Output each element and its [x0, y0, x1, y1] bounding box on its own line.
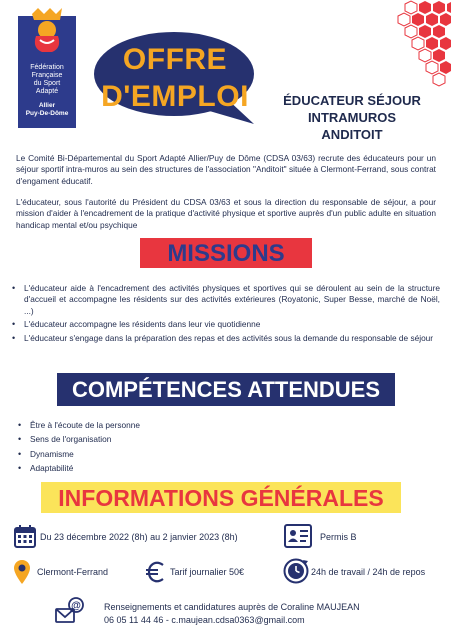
id-card-icon: [284, 524, 312, 548]
info-dates: Du 23 décembre 2022 (8h) au 2 janvier 2023 (8h): [40, 532, 238, 542]
competences-item: • Être à l'écoute de la personne: [18, 420, 318, 431]
logo-dept-1: Allier: [38, 102, 56, 109]
calendar-icon: [14, 524, 36, 548]
job-title-line-1: ÉDUCATEUR SÉJOUR: [283, 93, 421, 108]
hexagon-pattern: [381, 0, 451, 95]
competences-item: • Adaptabilité: [18, 463, 318, 474]
intro-paragraph-1: Le Comité Bi-Départemental du Sport Adapté Allier/Puy de Dôme (CDSA 03/63) recrute des éducateurs pour un séjour sportif intra-muros au sein des structures de l'association "Anditoit" située à Clermont-Ferrand, sous contrat d'engament éducatif.: [16, 153, 436, 186]
missions-item: • L'éducateur aide à l'encadrement des activités physiques et sportives qui se déroulent au sein de la structure d'accueil et accompagne les résidents sur des activités extérieures (Royatonic, Super Besse, marché de Noël, ...): [12, 283, 440, 317]
info-tarif: Tarif journalier 50€: [170, 567, 245, 577]
euro-icon: [146, 561, 166, 583]
offre-title-line-2: D'EMPLOI: [101, 80, 249, 113]
informations-title: INFORMATIONS GÉNÉRALES: [58, 485, 384, 511]
logo-dept-2: Puy-De-Dôme: [25, 110, 69, 117]
contact-icon: [54, 595, 86, 627]
clock-24h-icon: [283, 558, 309, 584]
svg-text:@: @: [71, 600, 81, 612]
missions-title: MISSIONS: [167, 240, 285, 267]
job-title-line-2: INTRAMUROS: [307, 110, 397, 125]
competences-list: [18, 420, 318, 475]
missions-item: • L'éducateur accompagne les résidents dans leur vie quotidienne: [12, 319, 440, 330]
logo-crown-figure: [22, 6, 72, 56]
logo-line-1: Fédération: [30, 64, 64, 71]
competences-item: • Dynamisme: [18, 449, 318, 460]
info-permis: Permis B: [320, 532, 357, 542]
logo-line-2: Française: [31, 72, 63, 79]
cdsa-logo: [18, 6, 76, 128]
offre-title: [92, 41, 258, 115]
missions-list: [12, 283, 440, 344]
job-title-line-3: ANDITOIT: [321, 127, 383, 142]
intro-paragraph-2: L'éducateur, sous l'autorité du Président du CDSA 03/63 et sous la direction du responsable de séjour, a pour mission d'aider à l'encadrement de la pratique d'activité physique et sportive auprès d'un public adulte en situation handicap mental et/ou psychique: [16, 197, 436, 230]
info-lieu: Clermont-Ferrand: [37, 567, 109, 577]
missions-item: • L'éducateur s'engage dans la préparation des repas et des activités sous la demande du responsable de séjour: [12, 333, 440, 344]
logo-line-3: du Sport: [33, 80, 61, 87]
info-contact-line-2: 06 05 11 44 46 - c.maujean.cdsa0363@gmail.com: [104, 615, 305, 625]
job-title: [252, 92, 451, 143]
info-contact-line-1: Renseignements et candidatures auprès de Coraline MAUJEAN: [104, 602, 360, 612]
location-pin-icon: [13, 559, 31, 585]
offre-title-line-1: OFFRE: [122, 43, 228, 76]
competences-title: COMPÉTENCES ATTENDUES: [71, 377, 381, 402]
competences-item: • Sens de l'organisation: [18, 434, 318, 445]
logo-line-4: Adapté: [35, 88, 59, 95]
info-horaires: 24h de travail / 24h de repos: [311, 567, 426, 577]
